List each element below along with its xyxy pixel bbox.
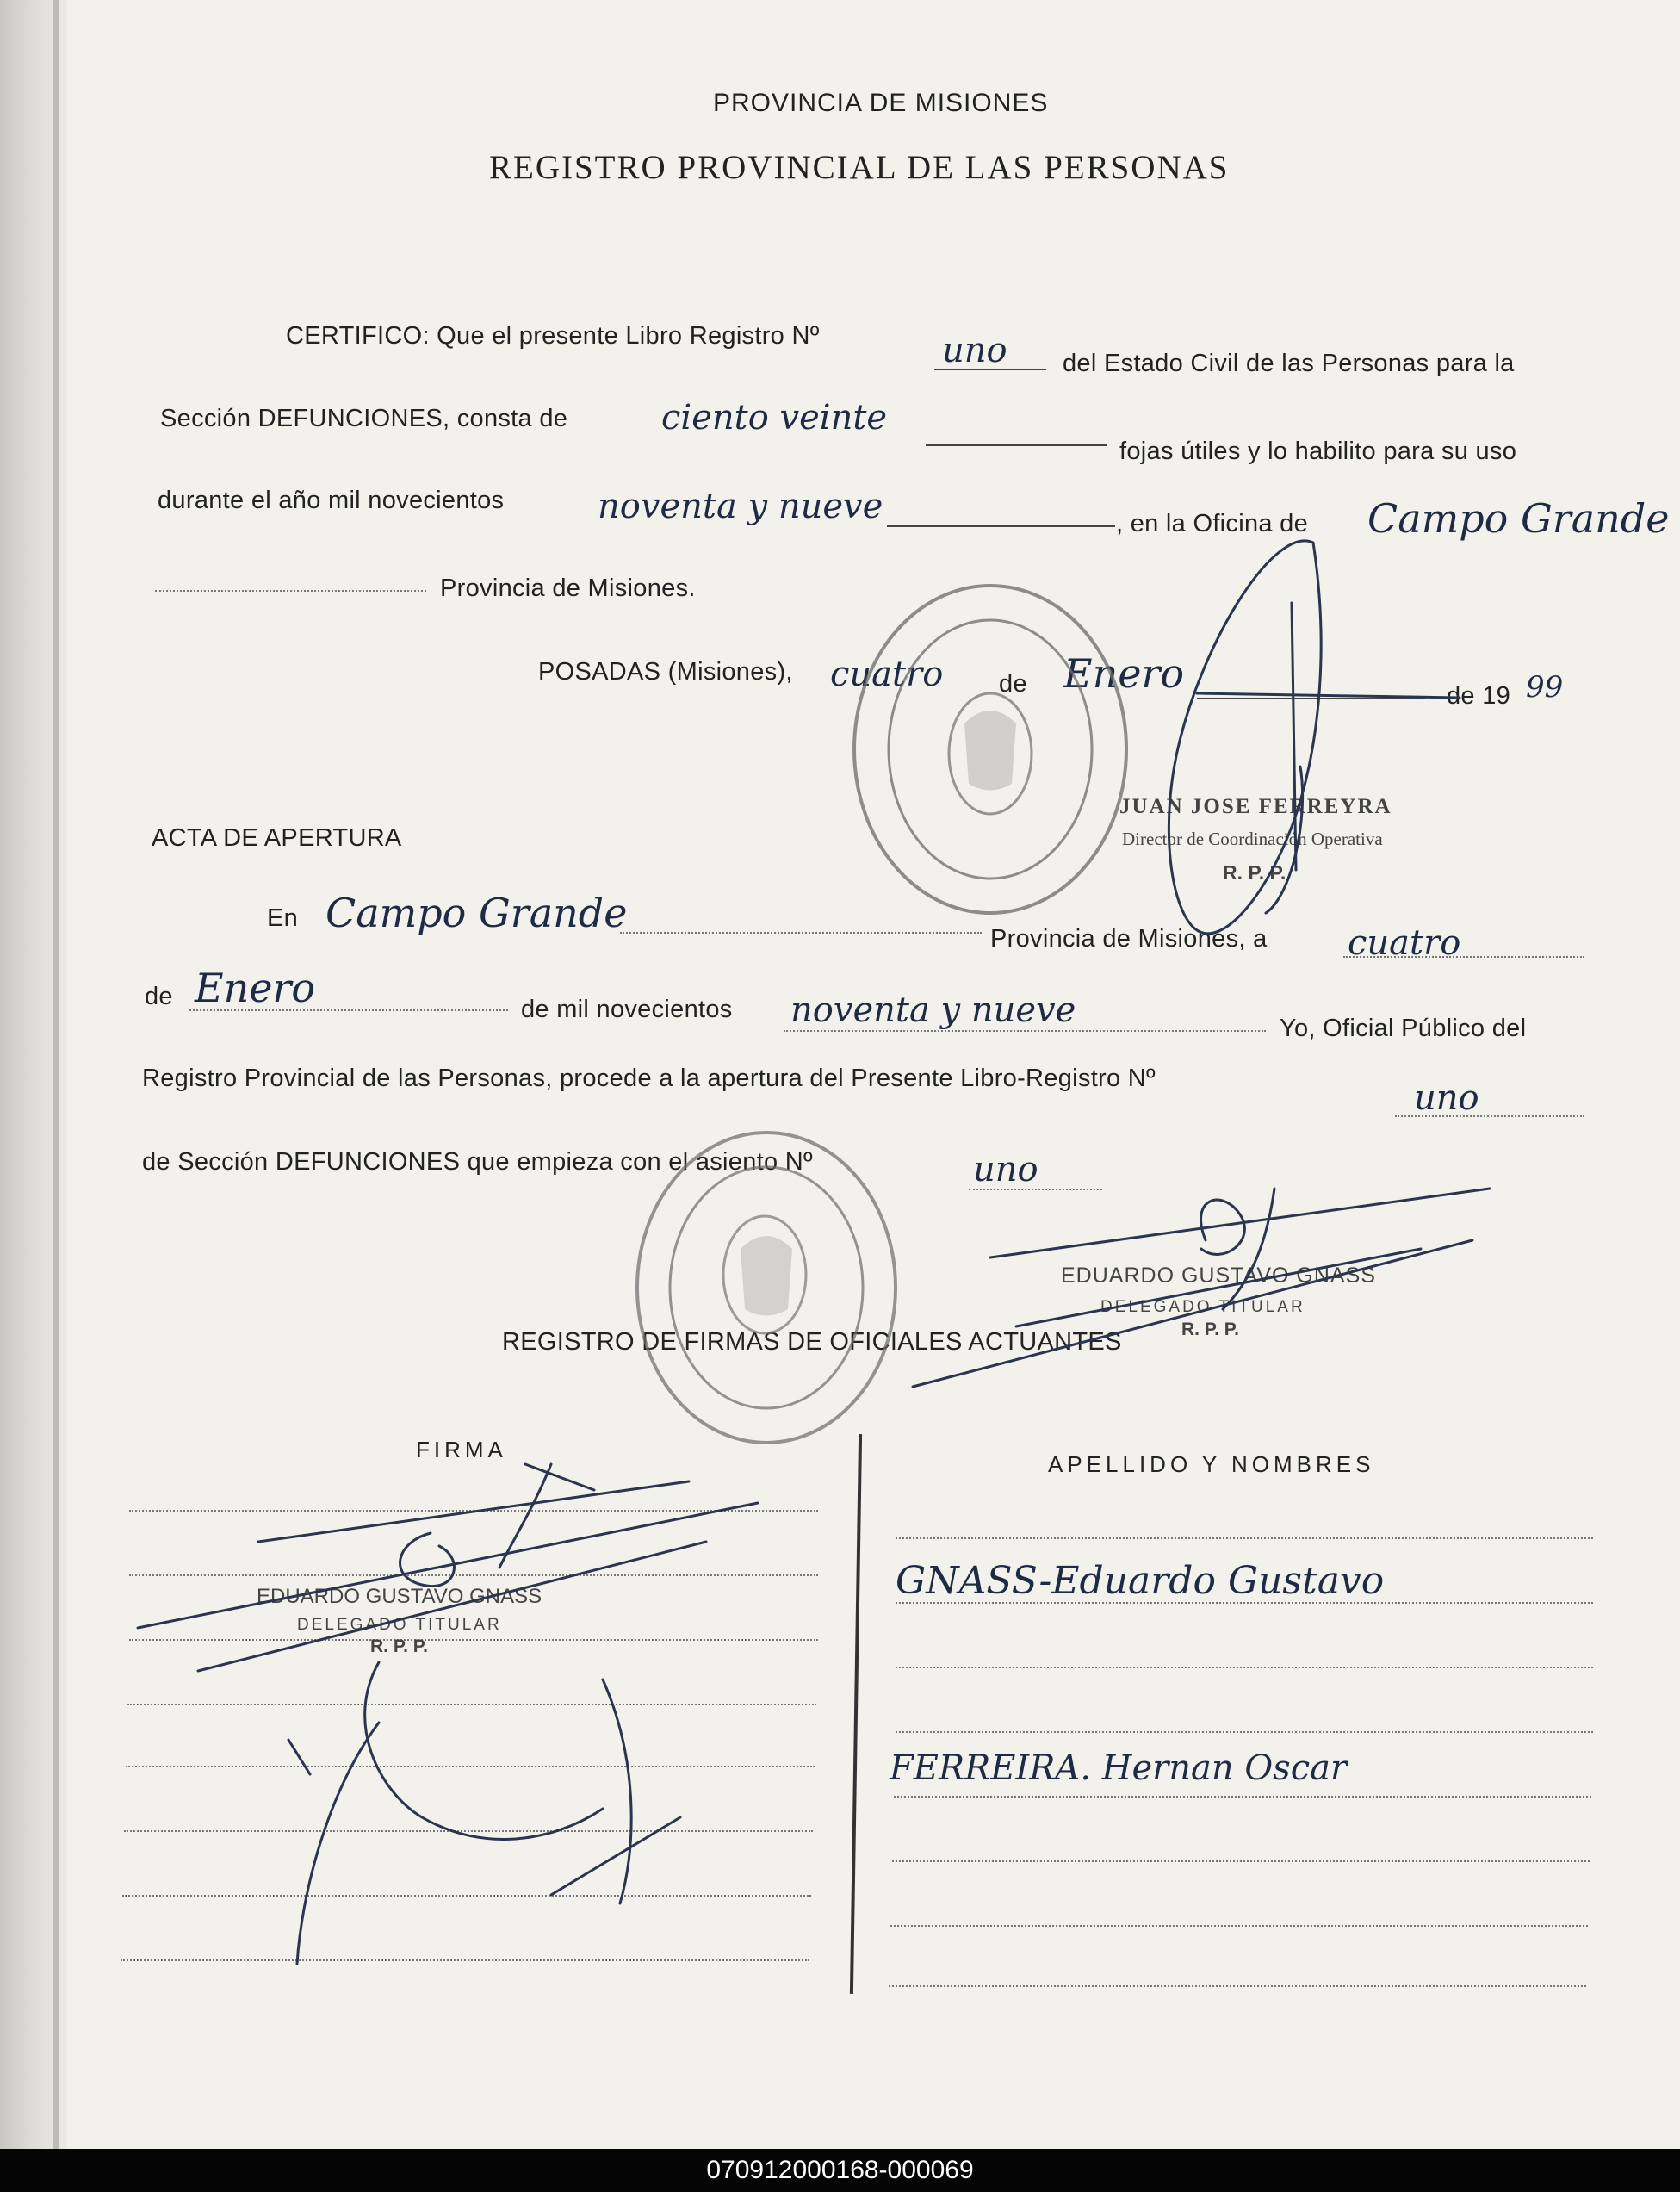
cert-de-label: de [999, 670, 1027, 698]
cert-line3-end: , en la Oficina de [1116, 510, 1309, 537]
acta-month: Enero [195, 965, 316, 1011]
header-registry: REGISTRO PROVINCIAL DE LAS PERSONAS [489, 149, 1230, 186]
cert-place-label: POSADAS (Misiones), [538, 658, 793, 686]
cert-year-words: noventa y nueve [598, 487, 883, 526]
signatory2-org: R. P. P. [1181, 1320, 1239, 1339]
cert-day: cuatro [830, 655, 944, 694]
acta-entry-number: uno [973, 1150, 1038, 1189]
acta-de-label: de [145, 983, 173, 1010]
acta-en-label: En [267, 904, 299, 932]
cert-line1-end: del Estado Civil de las Personas para la [1063, 350, 1515, 377]
cert-book-number: uno [942, 331, 1007, 370]
firmas-col-firma: FIRMA [416, 1437, 507, 1462]
signature-delegate-acta [913, 1189, 1490, 1387]
signatory1-title: Director de Coordinación Operativa [1122, 829, 1383, 849]
firma-name-1: GNASS-Eduardo Gustavo [896, 1559, 1385, 1603]
firmas-col-names: APELLIDO Y NOMBRES [1048, 1451, 1375, 1477]
cert-month: Enero [1063, 650, 1185, 697]
acta-place: Campo Grande [325, 890, 628, 936]
acta-title: ACTA DE APERTURA [152, 824, 402, 852]
signatory1-name: JUAN JOSE FERREYRA [1119, 795, 1392, 818]
cert-office: Campo Grande [1367, 495, 1670, 542]
cert-line4: Provincia de Misiones. [440, 574, 696, 602]
signatory2-title-stamp: DELEGADO TITULAR [297, 1616, 502, 1634]
signatory2-org-stamp: R. P. P. [370, 1636, 428, 1656]
signature-firma-1 [138, 1464, 758, 1671]
cert-line2-start: Sección DEFUNCIONES, consta de [160, 405, 568, 432]
cert-line2-end: fojas útiles y lo habilito para su uso [1119, 438, 1517, 465]
cert-line1-start: CERTIFICO: Que el presente Libro Registro Nº [286, 322, 820, 350]
cert-year-prefix: de 19 [1447, 682, 1511, 710]
acta-province-label: Provincia de Misiones, a [990, 925, 1268, 953]
cert-line3-start: durante el año mil novecientos [158, 487, 505, 514]
acta-line4: de Sección DEFUNCIONES que empieza con el asiento Nº [142, 1148, 813, 1176]
cert-year-suffix: 99 [1526, 670, 1564, 705]
signatory2-title: DELEGADO TITULAR [1100, 1298, 1305, 1316]
cert-pages-count: ciento veinte [661, 398, 888, 438]
official-seal-1 [854, 586, 1126, 913]
acta-line3: Registro Provincial de las Personas, procede a la apertura del Presente Libro-Registro Nº [142, 1065, 1156, 1092]
acta-year-words: noventa y nueve [790, 990, 1076, 1030]
acta-book-number: uno [1414, 1078, 1479, 1118]
signatory2-name-stamp: EDUARDO GUSTAVO GNASS [257, 1585, 542, 1608]
firma-name-2: FERREIRA. Hernan Oscar [890, 1748, 1348, 1788]
acta-day: cuatro [1348, 923, 1461, 963]
document-id-bar [0, 2149, 1680, 2192]
header-province: PROVINCIA DE MISIONES [713, 89, 1049, 117]
acta-year-label: de mil novecientos [521, 996, 733, 1023]
official-seal-2 [637, 1133, 896, 1443]
document-id: 070912000168-000069 [706, 2156, 974, 2184]
acta-official-label: Yo, Oficial Público del [1280, 1015, 1527, 1042]
signature-firma-2 [288, 1662, 680, 1964]
firmas-title: REGISTRO DE FIRMAS DE OFICIALES ACTUANTES [502, 1328, 1122, 1356]
signature-director [1169, 541, 1460, 934]
signatory2-name: EDUARDO GUSTAVO GNASS [1061, 1264, 1376, 1288]
signatory1-org: R. P. P. [1223, 861, 1286, 884]
